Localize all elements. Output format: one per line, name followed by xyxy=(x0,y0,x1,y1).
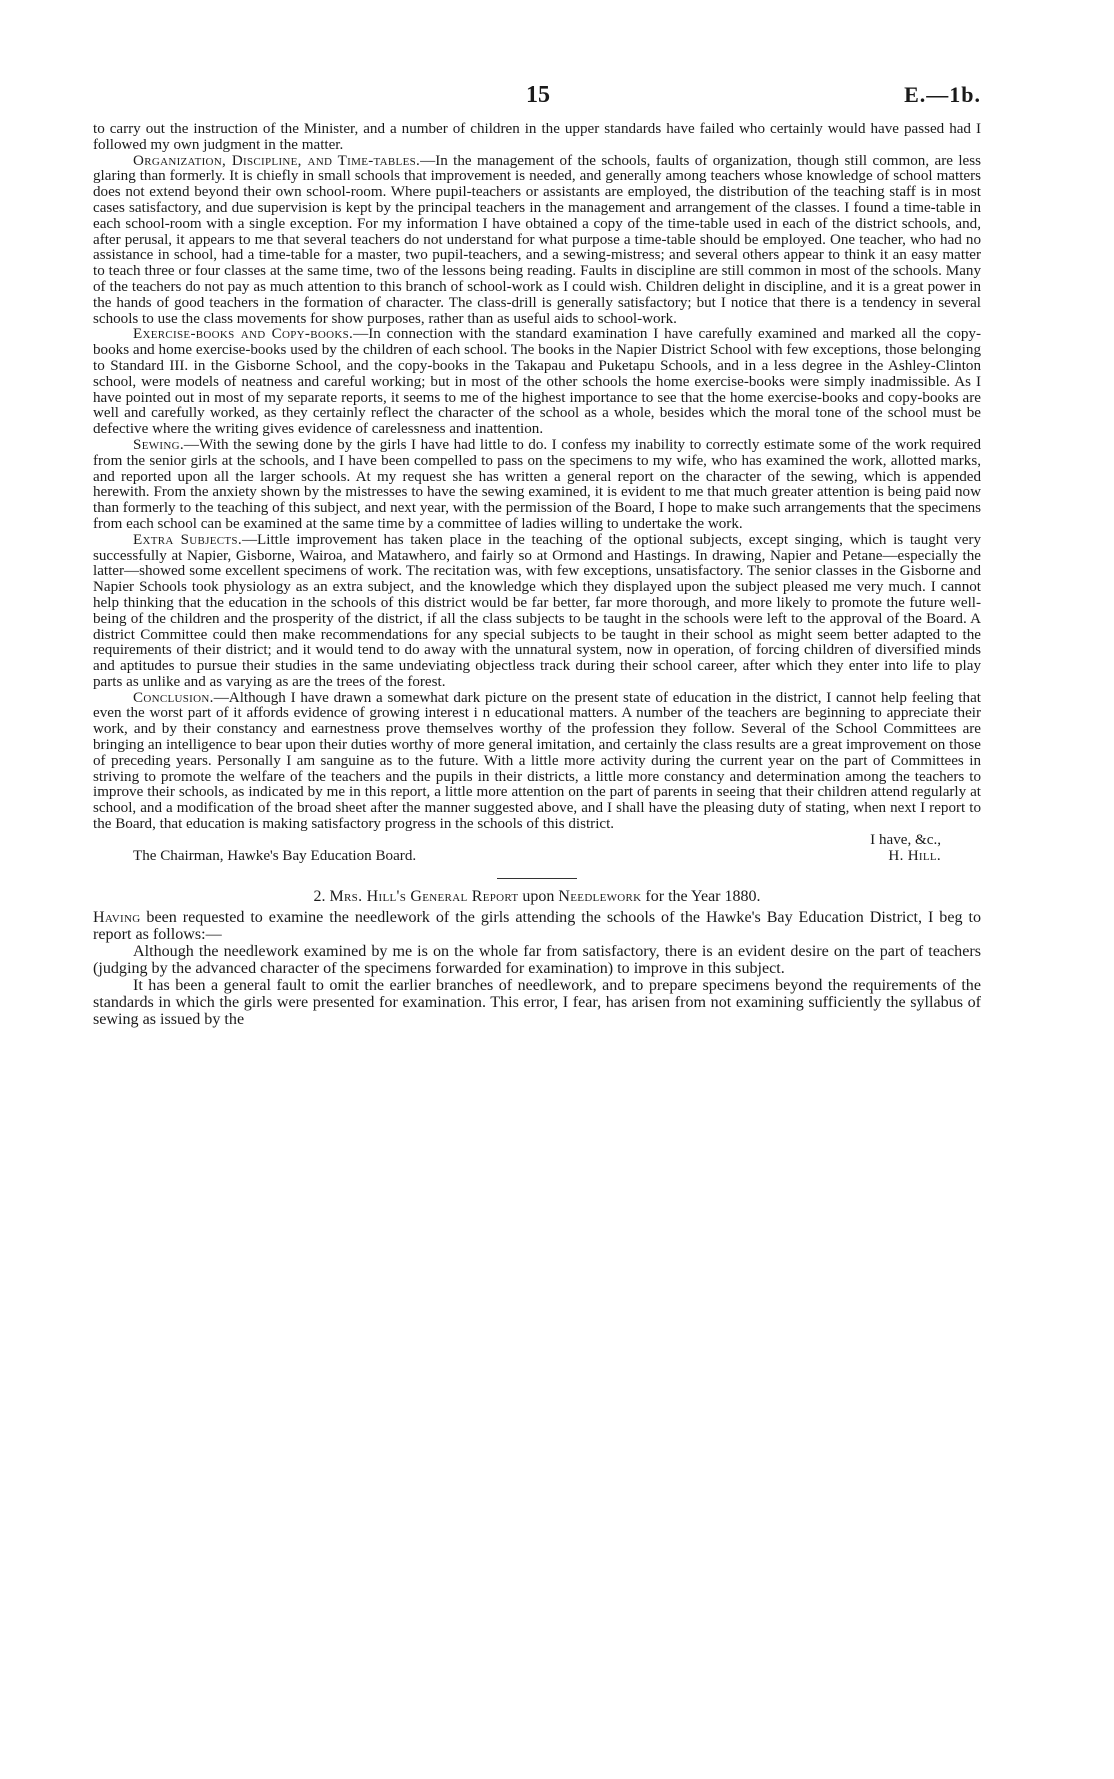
section-text: —Although I have drawn a somewhat dark picture on the present state of education in the district, I cannot help feeling that even the worst part of it affords evidence of growing interest i n educational matters. A number of the teachers are beginning to appreciate their work, and by their constancy and earnestness prove themselves worthy of the profession they follow. Several of the School Committees are bringing an intelligence to bear upon their duties worthy of more general imitation, and certainly the class results are a great improvement on those of preceding years. Personally I am sanguine as to the future. With a little more activity during the current year on the part of Committees in striving to promote the welfare of the teachers and the pupils in their districts, a little more constancy and determination among the teachers to improve their schools, as indicated by me in this report, a little more attention on the part of parents in seeing that their children attend regularly at school, and a modification of the broad sheet after the manner suggested above, and I shall have the pleasing duty of stating, when next I report to the Board, that education is making satisfactory progress in the schools of this district. xyxy=(93,689,981,833)
drop-word: Having xyxy=(93,909,141,927)
section-heading: Organization, Discipline, and Time-tables. xyxy=(133,152,421,169)
document-reference: E.—1b. xyxy=(904,82,981,107)
closing-row xyxy=(93,833,981,849)
appendix-number: 2. xyxy=(313,888,326,906)
section-exercise-books xyxy=(93,327,981,438)
needlework-intro xyxy=(93,909,981,943)
signature-row xyxy=(93,849,981,865)
section-extra-subjects xyxy=(93,533,981,691)
section-text: —With the sewing done by the girls I have had little to do. I confess my inability to correctly estimate some of the work required from the senior girls at the schools, and I have been compelled to pass on the specimens to my wife, who has examined the work, allotted marks, and reported upon all the larger schools. At my request she has written a general report on the character of the sewing, which is appended herewith. From the anxiety shown by the mistresses to have the sewing examined, it is evident to me that much greater attention is being paid now than formerly to the teaching of this subject, and next year, with the permission of the Board, I hope to make such arrangements that the specimens from each school can be examined at the same time by a committee of ladies willing to undertake the work. xyxy=(93,436,981,532)
page-number: 15 xyxy=(526,82,550,108)
needlework-paragraph: Although the needlework examined by me is on the whole far from satisfactory, there is an evident desire on the part of teachers (judging by the advanced character of the specimens forwarded for examination) to improve in this subject. xyxy=(93,943,981,978)
needlework-paragraph: It has been a general fault to omit the earlier branches of needlework, and to prepare specimens beyond the requirements of the standards in which the girls were presented for examination. This error, I fear, has arisen from not examining sufficiently the syllabus of sewing as issued by the xyxy=(93,977,981,1029)
appendix-title xyxy=(93,887,981,907)
section-heading: Conclusion. xyxy=(133,689,214,706)
section-organization xyxy=(93,154,981,328)
signature: H. Hill. xyxy=(888,847,941,864)
needlework-report xyxy=(93,909,981,1028)
section-text: —In the management of the schools, faults of organization, though still common, are less glaring than formerly. It is chiefly in small schools that improvement is needed, and generally among teachers whose knowledge of school matters does not extend beyond their own school-room. Where pupil-teachers or assistants are employed, the distribution of the teaching staff is in most cases satisfactory, and due supervision is kept by the principal teachers in the management and arrangement of the classes. I found a time-table in each school-room with a single exception. For my information I have obtained a copy of the time-table used in each of the district schools, and, after perusal, it appears to me that several teachers do not understand for what purpose a time-table should be employed. One teacher, who had no assistance in school, had a time-table for a master, two pupil-teachers, and a sewing-mistress; and several others appear to think it an easy matter to teach three or four classes at the same time, two of the lessons being reading. Faults in discipline are still common in most of the schools. Many of the teachers do not pay as much attention to this branch of school-work as I could wish. Children delight in discipline, and it is a great power in the hands of good teachers in the formation of character. The class-drill is generally satisfactory; but I notice that there is a tendency in several schools to use the class movements for show purposes, rather than as useful aids to school-work. xyxy=(93,152,981,327)
intro-text: been requested to examine the needlework of the girls attending the schools of the Hawke's Bay Education District, I beg to report as follows:— xyxy=(93,909,981,944)
appendix-title-connector: upon xyxy=(522,888,555,906)
section-heading: Exercise-books and Copy-books. xyxy=(133,326,354,343)
opening-paragraph: to carry out the instruction of the Minister, and a number of children in the upper standards have failed who certainly would have passed had I followed my own judgment in the matter. xyxy=(93,121,981,153)
appendix-year: for the Year 1880. xyxy=(645,888,761,906)
section-text: —Little improvement has taken place in the teaching of the optional subjects, except singing, which is taught very successfully at Napier, Gisborne, Wairoa, and Matawhero, and fairly so at Ormond and Hastings. In drawing, Napier and Petane—especially the latter—showed some excellent specimens of work. The recitation was, with few exceptions, unsatisfactory. The senior classes in the Gisborne and Napier Schools took physiology as an extra subject, and the knowledge which they displayed upon the subject pleased me very much. I cannot help thinking that the education in the schools of this district would be far better, far more thorough, and more likely to promote the future well-being of the children and the prosperity of the district, if all the class subjects to be taught in the schools were left to the approval of the Board. A district Committee could then make recommendations for any special subjects to be taught in their school as might seem better adapted to the requirements of their district; and it would tend to do away with the unnatural system, now in operation, of forcing children of diversified minds and aptitudes to pursue their studies in the same undeviating objectless track during their school career, after which they enter into life to play parts as unlike and as varying as are the trees of the forest. xyxy=(93,531,982,690)
appendix-subject: Needlework xyxy=(558,888,642,906)
section-conclusion xyxy=(93,691,981,833)
section-heading: Sewing. xyxy=(133,436,184,453)
page-header xyxy=(93,82,981,122)
section-heading: Extra Subjects. xyxy=(133,531,242,548)
section-text: —In connection with the standard examination I have carefully examined and marked all the copy-books and home exercise-books used by the children of each school. The books in the Napier District School with few exceptions, those belonging to Standard III. in the Gisborne School, and the copy-books in the Takapau and Puketapu Schools, and in a less degree in the Ashley-Clinton school, were models of neatness and careful working; but in most of the other schools the home exercise-books were simply inadmissible. As I have pointed out in most of my separate reports, it seems to me of the highest importance to see that the home exercise-books and copy-books are well and carefully worked, as they certainly reflect the character of the school as a whole, besides which the moral tone of the school must be defective where the writing gives evidence of carelessness and inattention. xyxy=(93,326,981,438)
section-sewing xyxy=(93,438,981,533)
addressee: The Chairman, Hawke's Bay Education Board. xyxy=(133,847,417,864)
section-divider xyxy=(497,878,577,879)
inspector-report xyxy=(93,122,981,833)
appendix-author: Mrs. Hill's General Report xyxy=(329,888,519,906)
document-page xyxy=(93,82,981,1028)
closing-phrase: I have, &c., xyxy=(870,831,941,848)
